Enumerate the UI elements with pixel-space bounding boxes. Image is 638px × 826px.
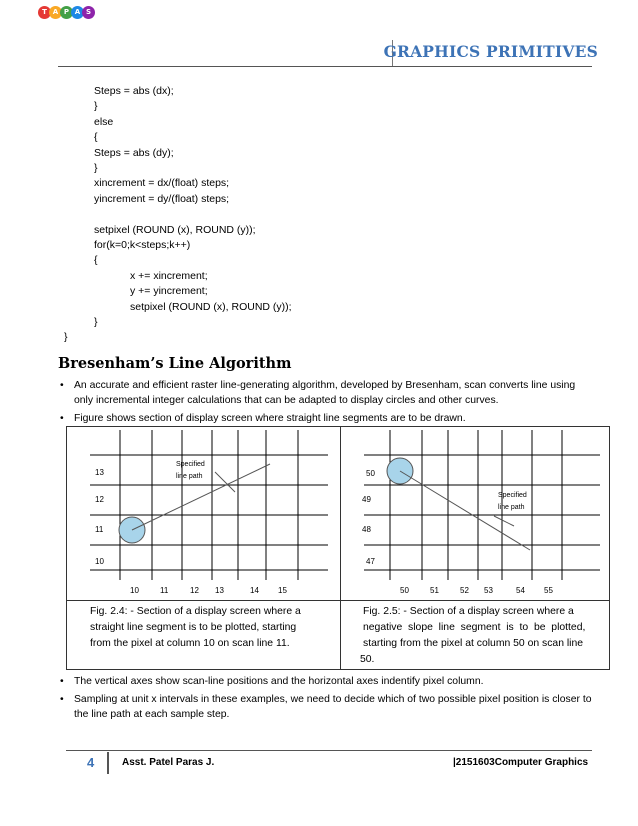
x-label: 15 [278,586,287,595]
footer-rule [66,750,592,751]
bullet-text: Figure shows section of display screen where straight line segments are to be drawn. [74,413,466,425]
code-line: y += yincrement; [130,285,208,298]
x-label: 54 [516,586,525,595]
code-line: else [94,115,114,128]
caption-line: Fig. 2.4: - Section of a display screen where a [90,606,301,617]
figure-column-divider [340,426,341,669]
code-line: } [94,162,98,174]
page-number: 4 [87,755,95,770]
logo-letter: P [60,6,73,19]
caption-line: starting from the pixel at column 50 on scan line [363,638,584,649]
logo-letter: A [49,6,62,19]
logo [38,6,98,20]
code-line: Steps = abs (dy); [94,146,174,159]
y-label: 11 [95,525,104,534]
caption-line: 50. [360,654,375,665]
x-label: 11 [160,586,169,595]
bullet-text: The vertical axes show scan-line positions and the horizontal axes indentify pixel column. [74,676,484,687]
code-line: } [64,331,68,344]
code-line: setpixel (ROUND (x), ROUND (y)); [94,223,256,236]
bullet-text: An accurate and efficient raster line-generating algorithm, developed by Bresenham, scan converts line using [74,380,576,391]
y-label: 50 [366,469,375,478]
bullet-dot: • [60,413,64,425]
bullet-text: Sampling at unit x intervals in these examples, we need to decide which of two possible pixel position is closer to [74,694,592,706]
bullet-dot: • [60,694,64,706]
x-label: 51 [430,586,439,595]
y-label: 13 [95,468,104,477]
annotation-label: line path [176,473,203,480]
footer-author: Asst. Patel Paras J. [122,757,215,768]
logo-letter: A [71,6,84,19]
footer-course: |2151603Computer Graphics [453,757,589,768]
y-label: 10 [95,557,104,566]
code-line: x += xincrement; [130,269,208,282]
x-label: 55 [544,586,553,595]
code-line: setpixel (ROUND (x), ROUND (y)); [130,300,292,313]
bullet-text: the line path at each sample step. [74,709,230,721]
x-label: 10 [130,586,139,595]
section-heading: Bresenham’s Line Algorithm [58,355,292,372]
code-line: { [94,131,98,144]
x-label: 50 [400,586,409,595]
caption-line: from the pixel at column 10 on scan line 11. [90,638,290,649]
annotation-pointer [494,516,514,526]
header-rule [58,66,592,67]
x-label: 13 [215,586,224,595]
y-label: 49 [362,495,371,504]
code-line: } [94,100,98,113]
figure-left-grid [70,430,336,598]
figure-caption-right [360,604,588,668]
x-label: 12 [190,586,199,595]
bullet-dot: • [60,676,64,687]
logo-letter: S [82,6,95,19]
caption-line: negative slope line segment is to be plotted, [363,622,586,633]
figure-caption-left [90,604,301,652]
annotation-label: Specified [176,461,205,468]
y-label: 47 [366,557,375,566]
footer-divider [107,752,109,774]
code-line: yincrement = dy/(float) steps; [94,192,230,205]
code-line: xincrement = dx/(float) steps; [94,177,230,190]
y-label: 48 [362,525,371,534]
x-label: 52 [460,586,469,595]
page-title: GRAPHICS PRIMITIVES [383,42,598,61]
code-line: Steps = abs (dx); [94,85,174,97]
x-label: 14 [250,586,259,595]
figure-right-grid [344,430,606,598]
x-label: 53 [484,586,493,595]
logo-letter: T [38,6,51,19]
bullet-text: only incremental integer calculations that can be adapted to display circles and other curves. [74,395,499,407]
code-line: for(k=0;k<steps;k++) [94,239,191,251]
figure-caption-divider [66,600,609,601]
code-line: } [94,316,98,328]
annotation-label: Specified [498,492,527,499]
annotation-label: line path [498,504,525,511]
bullet-dot: • [60,380,64,391]
caption-line: straight line segment is to be plotted, starting [90,622,297,633]
code-line: { [94,254,98,267]
y-label: 12 [95,495,104,504]
caption-line: Fig. 2.5: - Section of a display screen where a [363,606,574,617]
